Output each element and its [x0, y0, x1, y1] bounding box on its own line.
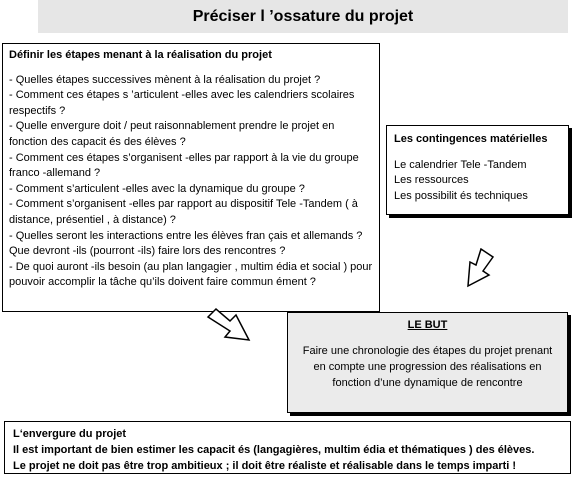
contingences-heading: Les contingences matérielles	[394, 133, 548, 145]
envergure-line: Le projet ne doit pas être trop ambitieux ; il doit être réaliste et réalisable dans le temps imparti !	[13, 460, 517, 472]
but-box	[287, 312, 568, 413]
contingence-item: Les possibilit és techniques	[394, 189, 528, 202]
envergure-heading: L‘envergure du projet	[13, 428, 127, 440]
contingences-box	[386, 125, 569, 215]
question-item: - De quoi auront -ils besoin (au plan langagier , multim édia et social ) pour pouvoir accomplir la tâche qu’ils doivent faire commun ément ?	[9, 260, 373, 289]
question-item: - Quelles seront les interactions entre les élèves fran çais et allemands ? Que devront -ils (pourront -ils) faire lors des rencontres ?	[9, 229, 363, 258]
contingence-item: Les ressources	[394, 174, 469, 186]
envergure-line: Il est important de bien estimer les capacit és (langagières, multim édia et thématiques ) des élèves.	[13, 444, 535, 456]
question-item: - Comment s’organisent -elles par rapport au dispositif Tele -Tandem ( à distance, présentiel , à distance) ?	[9, 198, 358, 226]
question-item: - Quelles étapes successives mènent à la réalisation du projet ?	[9, 73, 321, 86]
arrow-down-right-icon	[205, 307, 255, 347]
contingence-item: Le calendrier Tele -Tandem	[394, 158, 527, 171]
question-item: - Quelle envergure doit / peut raisonnablement prendre le projet en fonction des capacit és des élèves ?	[9, 120, 335, 148]
page-title: Préciser l ’ossature du projet	[38, 0, 568, 33]
steps-heading: Définir les étapes menant à la réalisation du projet	[9, 49, 272, 61]
question-item: - Comment s’articulent -elles avec la dynamique du groupe ?	[9, 182, 305, 195]
question-item: - Comment ces étapes s ’articulent -elles avec les calendriers scolaires respectifs ?	[9, 89, 355, 117]
but-heading: LE BUT	[407, 319, 448, 331]
but-text: Faire une chronologie des étapes du projet prenant en compte une progression des réalisations en fonction d’une dynamique de rencontre	[302, 345, 553, 389]
envergure-box	[4, 421, 571, 474]
arrow-down-left-icon	[462, 248, 496, 290]
steps-box	[2, 43, 380, 312]
question-item: - Comment ces étapes s’organisent -elles par rapport à la vie du groupe franco -allemand ?	[9, 151, 359, 180]
